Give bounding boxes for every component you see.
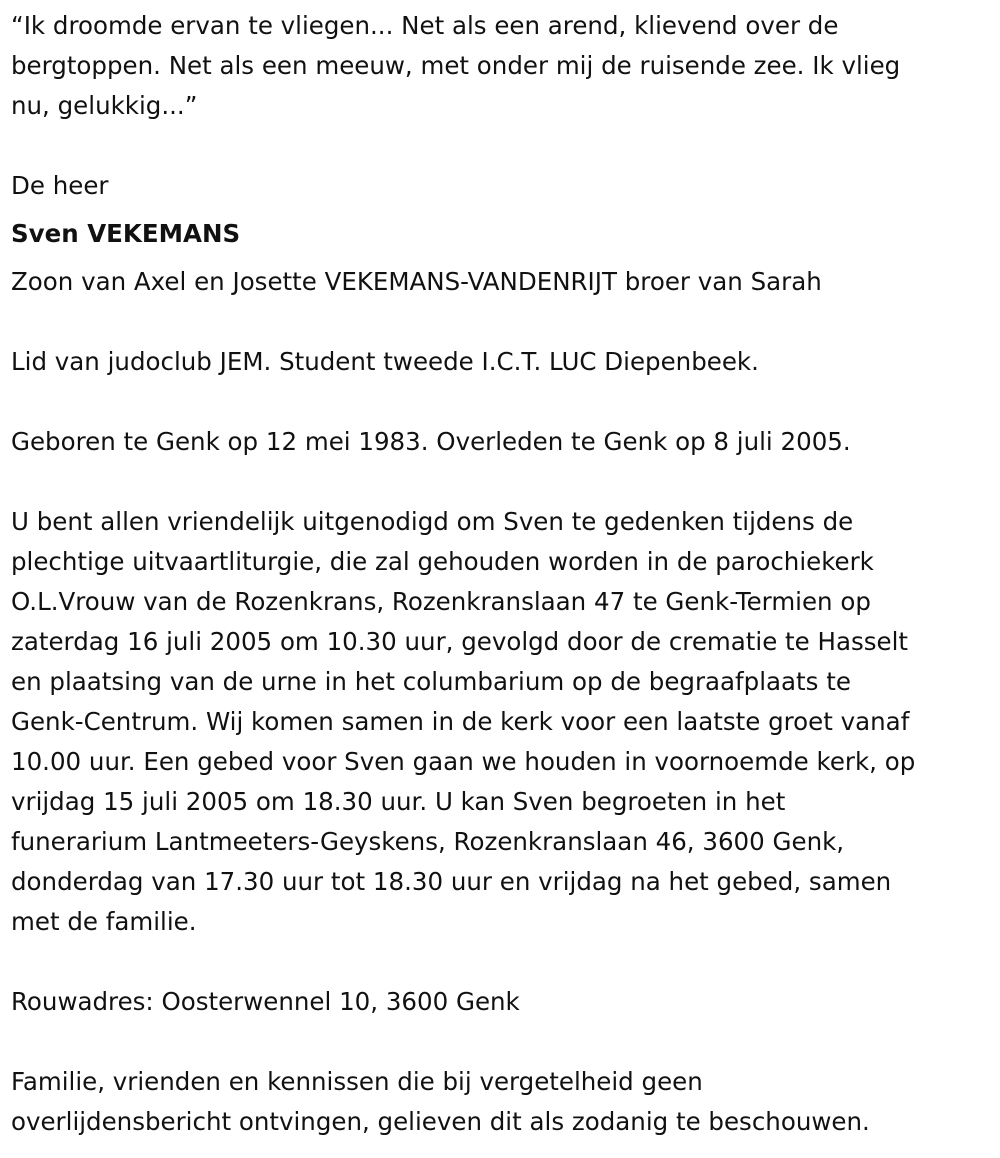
spacer [11,462,990,502]
spacer [11,302,990,342]
opening-quote: “Ik droomde ervan te vliegen... Net als een arend, klievend over de bergtoppen. Net als een meeuw, met onder mij de ruisende zee. Ik vlieg nu, gelukkig...” [11,11,901,120]
membership-line: Lid van judoclub JEM. Student tweede I.C.T. LUC Diepenbeek. [11,347,759,376]
closing-note: Familie, vrienden en kennissen die bij vergetelheid geen overlijdensbericht ontvingen, gelieven dit als zodanig te beschouwen. [11,1067,870,1136]
mourning-address: Rouwadres: Oosterwennel 10, 3600 Genk [11,987,520,1016]
spacer [11,1022,990,1062]
spacer [11,942,990,982]
funeral-invitation: U bent allen vriendelijk uitgenodigd om Sven te gedenken tijdens de plechtige uitvaartliturgie, die zal gehouden worden in de parochiekerk O.L.Vrouw van de Rozenkrans, Rozenkranslaan 47 te Genk-Termien op zaterdag 16 juli 2005 om 10.30 uur, gevolgd door de crematie te Hasselt en plaatsing van de urne in het columbarium op de begraafplaats te Genk-Centrum. Wij komen samen in de kerk voor een laatste groet vanaf 10.00 uur. Een gebed voor Sven gaan we houden in voornoemde kerk, op vrijdag 15 juli 2005 om 18.30 uur. U kan Sven begroeten in het funerarium Lantmeeters-Geyskens, Rozenkranslaan 46, 3600 Genk, donderdag van 17.30 uur tot 18.30 uur en vrijdag na het gebed, samen met de familie. [11,507,916,936]
family-line: Zoon van Axel en Josette VEKEMANS-VANDENRIJT broer van Sarah [11,267,822,296]
deceased-name: Sven VEKEMANS [11,219,241,248]
birth-death-line: Geboren te Genk op 12 mei 1983. Overleden te Genk op 8 juli 2005. [11,427,851,456]
spacer [11,382,990,422]
salutation: De heer [11,171,109,200]
spacer [11,126,990,166]
